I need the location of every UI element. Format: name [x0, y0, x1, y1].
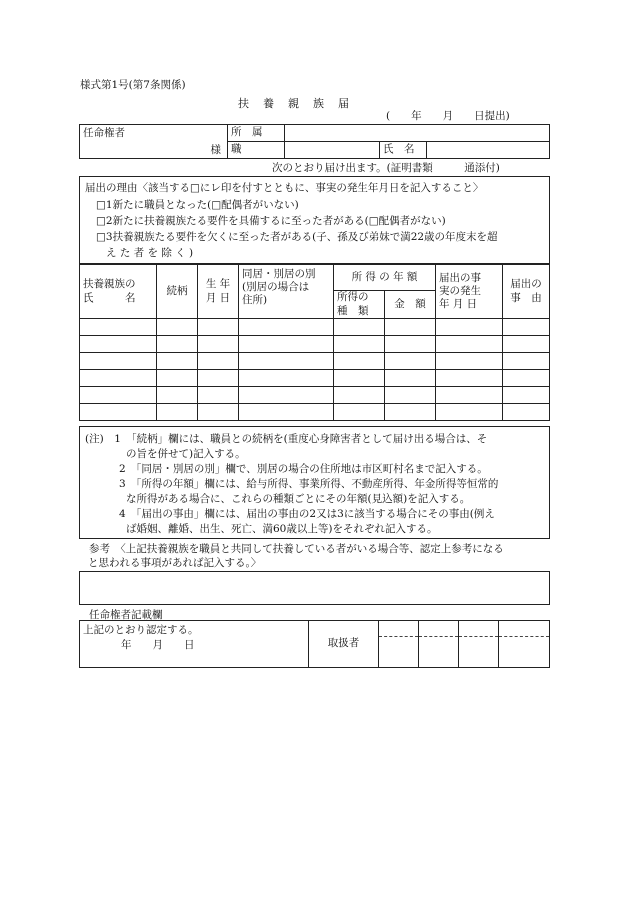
dependents-table	[79, 264, 550, 421]
cell[interactable]	[436, 336, 503, 353]
cell[interactable]	[503, 404, 550, 421]
cell[interactable]	[503, 336, 550, 353]
note-2: 2 「同居・別居の別」欄で、別居の場合の住所地は市区町村名まで記入する。	[119, 463, 488, 475]
reason-title: 届出の理由〈該当する□にレ印を付すとともに、事実の発生年月日を記入すること〉	[85, 182, 484, 194]
cell[interactable]	[80, 387, 157, 404]
cell[interactable]	[157, 336, 198, 353]
col-income-header: 所 得 の 年 額	[334, 265, 436, 291]
col-reason-line1: 届出の	[510, 278, 542, 291]
cell[interactable]	[239, 370, 334, 387]
cell[interactable]	[239, 387, 334, 404]
note-4-cont: ば婚姻、離婚、出生、死亡、満60歳以上等)をそれぞれ記入する。	[126, 523, 438, 535]
cell[interactable]	[157, 387, 198, 404]
col-birth-header	[198, 265, 239, 319]
cell[interactable]	[198, 370, 239, 387]
note-3-cont: な所得がある場合に、これらの種類ごとにその年額(見込額)を記入する。	[126, 493, 471, 505]
col-birth-line1: 生 年	[205, 278, 231, 291]
handler-stamp-4[interactable]	[499, 621, 550, 668]
cell[interactable]	[80, 404, 157, 421]
cell[interactable]	[157, 353, 198, 370]
cell[interactable]	[385, 404, 436, 421]
cell[interactable]	[239, 353, 334, 370]
reference-box[interactable]	[79, 571, 550, 605]
cell[interactable]	[198, 353, 239, 370]
table-row	[80, 319, 550, 336]
cell[interactable]	[239, 404, 334, 421]
cell[interactable]	[436, 353, 503, 370]
sama-label: 様	[210, 144, 221, 156]
col-reason-line2: 事 由	[510, 291, 542, 304]
handler-stamp-1[interactable]	[379, 621, 419, 668]
col-name-line1: 扶養親族の	[83, 278, 136, 291]
cell[interactable]	[436, 404, 503, 421]
table-row	[80, 387, 550, 404]
note-1: (注) 1 「続柄」欄には、職員との続柄を(重度心身障害者として届け出る場合は、そ	[85, 433, 488, 445]
col-name-line2: 氏 名	[83, 291, 136, 304]
col-income-type-line1: 所得の	[337, 291, 369, 304]
cell[interactable]	[503, 370, 550, 387]
cell[interactable]	[239, 319, 334, 336]
cell[interactable]	[334, 319, 385, 336]
col-fact-line2: 実の発生	[439, 284, 481, 297]
cell[interactable]	[334, 336, 385, 353]
dept-field[interactable]	[285, 125, 550, 142]
table-row	[80, 336, 550, 353]
note-1-cont: の旨を併せて)記入する。	[126, 448, 246, 460]
cell[interactable]	[385, 387, 436, 404]
appointer-cell	[80, 125, 228, 159]
name-field[interactable]	[427, 142, 550, 159]
col-cohab-line3: 住所)	[242, 294, 268, 307]
reason-box	[79, 176, 550, 264]
col-fact-header	[436, 265, 503, 319]
cell[interactable]	[334, 370, 385, 387]
appointer-table	[79, 620, 550, 668]
submission-date: ( 年 月 日提出)	[386, 110, 510, 122]
reason-item-2[interactable]: □2新たに扶養親族たる要件を具備するに至った者がある(□配偶者がない)	[96, 215, 446, 227]
cell[interactable]	[503, 319, 550, 336]
col-fact-line1: 届出の事	[439, 271, 481, 284]
notes-box	[79, 426, 550, 539]
cell[interactable]	[385, 319, 436, 336]
cell[interactable]	[385, 353, 436, 370]
cell[interactable]	[157, 370, 198, 387]
cell[interactable]	[157, 404, 198, 421]
post-field[interactable]	[285, 142, 380, 159]
cell[interactable]	[198, 319, 239, 336]
cell[interactable]	[436, 370, 503, 387]
table-row	[80, 370, 550, 387]
cell[interactable]	[80, 370, 157, 387]
reason-item-3[interactable]: □3扶養親族たる要件を欠くに至った者がある(子、孫及び弟妹で満22歳の年度末を超	[96, 231, 498, 243]
col-income-amount-header: 金 額	[385, 291, 436, 319]
note-4: 4 「届出の事由」欄には、届出の事由の2又は3に該当する場合にその事由(例え	[119, 508, 495, 520]
col-cohab-line2: (別居の場合は	[242, 281, 310, 294]
col-birth-line2: 月 日	[205, 291, 231, 304]
cell[interactable]	[385, 336, 436, 353]
reason-item-3-cont: え た 者 を 除 く )	[106, 247, 194, 259]
cell[interactable]	[239, 336, 334, 353]
handler-label: 取扱者	[309, 621, 379, 668]
certify-text: 上記のとおり認定する。	[83, 624, 199, 636]
cell[interactable]	[436, 319, 503, 336]
cell[interactable]	[334, 353, 385, 370]
cell[interactable]	[80, 336, 157, 353]
col-income-type-line2: 種 類	[337, 304, 369, 317]
name-label: 氏 名	[380, 142, 427, 159]
appointer-label: 任命権者	[83, 127, 125, 139]
cell[interactable]	[198, 387, 239, 404]
appointer-section-title: 任命権者記載欄	[89, 609, 163, 621]
handler-stamp-3[interactable]	[459, 621, 499, 668]
cell[interactable]	[334, 404, 385, 421]
post-label: 職	[228, 142, 285, 159]
cell[interactable]	[198, 336, 239, 353]
cell[interactable]	[198, 404, 239, 421]
note-3: 3 「所得の年額」欄には、給与所得、事業所得、不動産所得、年金所得等恒常的	[119, 478, 499, 490]
cell[interactable]	[80, 319, 157, 336]
header-table	[79, 124, 550, 159]
form-title: 扶養親族届	[238, 97, 363, 110]
table-row	[80, 404, 550, 421]
cell[interactable]	[80, 353, 157, 370]
certify-date: 年 月 日	[121, 639, 195, 651]
col-fact-line3: 年 月 日	[439, 298, 478, 311]
cell[interactable]	[503, 353, 550, 370]
reference-line1: 参考 〈上記扶養親族を職員と共同して扶養している者がいる場合等、認定上参考になる	[89, 543, 504, 555]
reason-item-1[interactable]: □1新たに職員となった(□配偶者がいない)	[96, 199, 299, 211]
cell[interactable]	[157, 319, 198, 336]
col-income-type-header	[334, 291, 385, 319]
cell[interactable]	[334, 387, 385, 404]
form-id: 様式第1号(第7条関係)	[80, 79, 186, 91]
cell[interactable]	[503, 387, 550, 404]
dept-label: 所 属	[228, 125, 285, 142]
col-relation-header: 続柄	[157, 265, 198, 319]
reference-line2: と思われる事項があれば記入する。〉	[88, 557, 262, 569]
notice-text: 次のとおり届け出ます。(証明書類 通添付)	[272, 162, 500, 174]
cell[interactable]	[385, 370, 436, 387]
certify-cell	[80, 621, 309, 668]
col-name-header	[80, 265, 157, 319]
col-reason-header	[503, 265, 550, 319]
table-row	[80, 353, 550, 370]
col-cohab-header	[239, 265, 334, 319]
handler-stamp-2[interactable]	[419, 621, 459, 668]
col-cohab-line1: 同居・別居の別	[242, 268, 316, 280]
cell[interactable]	[436, 387, 503, 404]
